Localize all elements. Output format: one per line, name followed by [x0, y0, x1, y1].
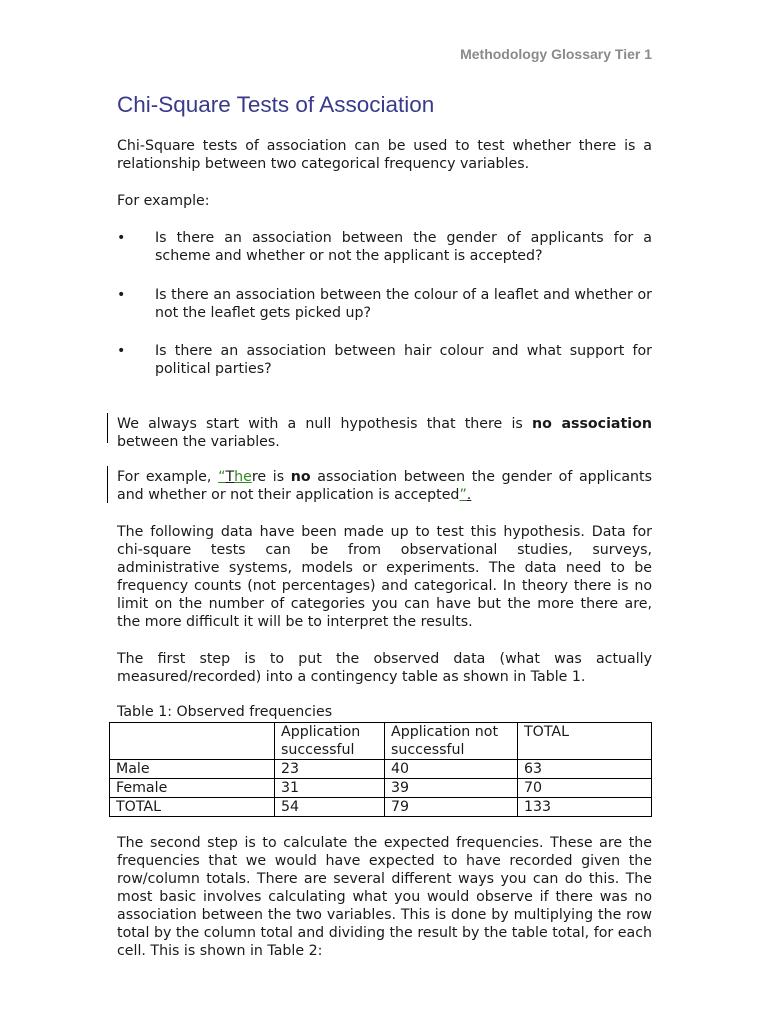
table-header-row — [110, 723, 652, 760]
table-header-cell: TOTAL — [518, 723, 652, 760]
table-row — [110, 760, 652, 779]
table-cell: 54 — [275, 798, 385, 817]
table-row — [110, 798, 652, 817]
bullet-text: Is there an association between hair colour and what support for political parties? — [155, 343, 652, 377]
table-cell: Male — [110, 760, 275, 779]
table-header-cell: Application successful — [275, 723, 385, 760]
data-paragraph: The following data have been made up to test this hypothesis. Data for chi-square tests can be from observational studies, surveys, administrative systems, models or experiments. The data need to be frequency counts (not percentages) and categorical. In theory there is no limit on the number of categories you can have but the more there are, the more difficult it will be to interpret the results. — [117, 524, 652, 630]
running-header: Methodology Glossary Tier 1 — [460, 46, 652, 62]
change-bar — [107, 466, 108, 503]
table-cell: 39 — [385, 779, 518, 798]
section-title: Chi-Square Tests of Association — [117, 92, 435, 117]
table-cell: Female — [110, 779, 275, 798]
intro-paragraph: Chi-Square tests of association can be used to test whether there is a relationship between two categorical frequency variables. — [117, 138, 652, 172]
bullet-icon: • — [117, 287, 126, 303]
table-cell: 23 — [275, 760, 385, 779]
step2-paragraph: The second step is to calculate the expected frequencies. These are the frequencies that we would have expected to have recorded given the row/column totals. There are several different ways you can do this. The most basic involves calculating what you would observe if there was no association between the two variables. This is done by multiplying the row total by the column total and dividing the result by the table total, for each cell. This is shown in Table 2: — [117, 835, 652, 959]
tracked-change-text: he — [234, 469, 252, 485]
table-cell: 63 — [518, 760, 652, 779]
emphasis-text: no association — [531, 416, 652, 432]
table-cell: 79 — [385, 798, 518, 817]
observed-frequencies-table — [109, 722, 652, 817]
bullet-text: Is there an association between the colour of a leaflet and whether or not the leaflet gets picked up? — [155, 287, 652, 321]
table-cell: TOTAL — [110, 798, 275, 817]
change-bar — [107, 413, 108, 443]
bullet-icon: • — [117, 230, 126, 246]
table-cell: 133 — [518, 798, 652, 817]
tracked-quote-mark: ” — [459, 487, 467, 503]
tracked-quote-mark: “ — [218, 469, 226, 485]
table-row — [110, 779, 652, 798]
table-header-cell: Application not successful — [385, 723, 518, 760]
bullet-icon: • — [117, 343, 126, 359]
table-cell: 31 — [275, 779, 385, 798]
bullet-text: Is there an association between the gender of applicants for a scheme and whether or not the applicant is accepted? — [155, 230, 652, 264]
for-example-label: For example: — [117, 193, 210, 209]
null-hypothesis-paragraph: We always start with a null hypothesis that there is no association between the variables. — [117, 416, 652, 450]
table-cell: 70 — [518, 779, 652, 798]
example-paragraph: For example, “There is no association between the gender of applicants and whether or not their application is accepted”. — [117, 469, 653, 503]
emphasis-text: no — [290, 469, 311, 485]
table-header-cell — [110, 723, 275, 760]
table-cell: 40 — [385, 760, 518, 779]
table-caption: Table 1: Observed frequencies — [117, 704, 333, 720]
step1-paragraph: The first step is to put the observed data (what was actually measured/recorded) into a contingency table as shown in Table 1. — [117, 651, 652, 685]
